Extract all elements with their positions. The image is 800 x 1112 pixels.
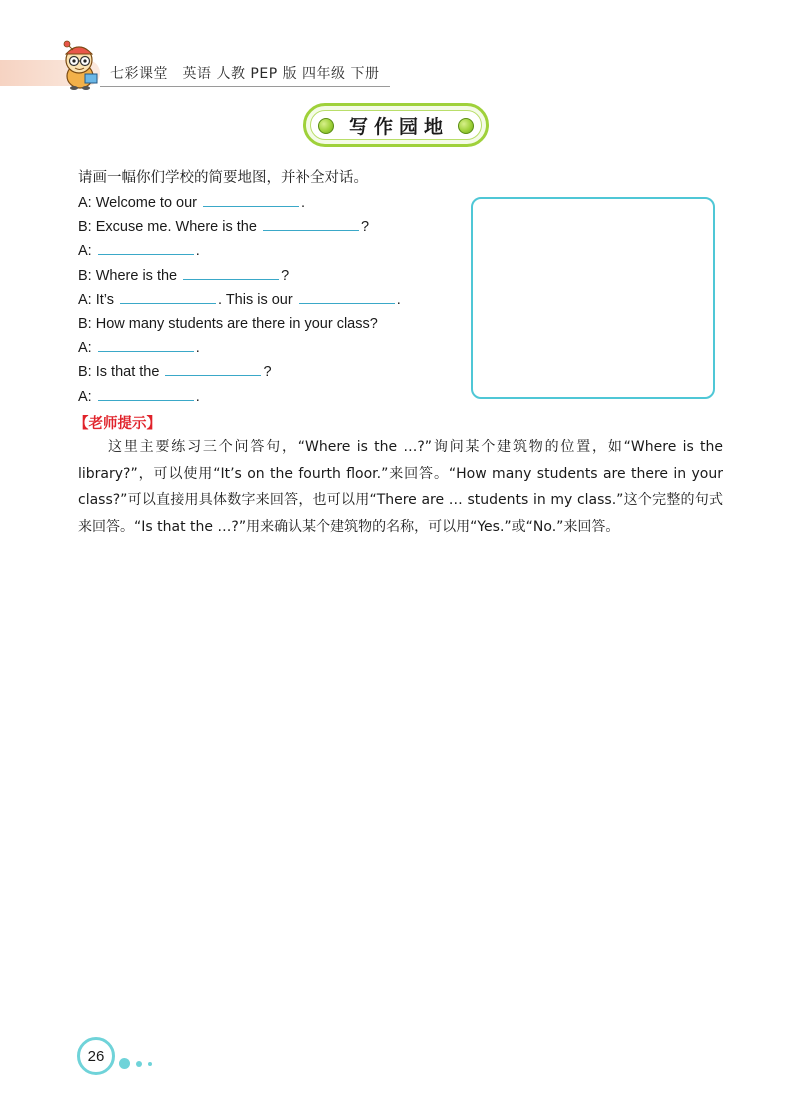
dialogue-line — [78, 265, 458, 289]
answer-blank[interactable] — [263, 216, 359, 231]
dialogue-text: . — [195, 340, 200, 357]
green-dot-icon — [458, 118, 474, 134]
teacher-tip-text: 这里主要练习三个问答句，“Where is the …?”询问某个建筑物的位置，如“Where is the library?”，可以使用“It’s on the fourth floor.”来回答。“How many students are there in your class?”可以直接用具体数字来回答，也可以用“There are … students in my class.”这个完整的句式来回答。“Is that the …?”用来确认某个建筑物的名称，可以用“Yes.”或“No.”来回答。 — [78, 439, 723, 535]
dialogue-text: B: Is that the — [78, 364, 164, 381]
answer-blank[interactable] — [120, 289, 216, 304]
dialogue-line — [78, 240, 458, 264]
answer-blank[interactable] — [98, 337, 194, 352]
dialogue-text: B: Where is the — [78, 267, 182, 284]
answer-blank[interactable] — [165, 361, 261, 376]
dialogue-text: . — [195, 388, 200, 405]
dialogue-line — [78, 361, 458, 385]
section-banner — [303, 103, 489, 147]
dialogue-text: B: Excuse me. Where is the — [78, 219, 261, 236]
dialogue-text: . This is our — [218, 291, 297, 308]
answer-blank[interactable] — [299, 289, 395, 304]
dialogue-text: A: — [78, 388, 96, 405]
dialogue-line — [78, 216, 458, 240]
header-divider — [100, 86, 390, 87]
dialogue-text: B: How many students are there in your class? — [78, 315, 378, 332]
dialogue-text: A: Welcome to our — [78, 195, 202, 211]
map-drawing-box[interactable] — [471, 197, 715, 399]
section-title: 写作园地 — [348, 115, 449, 138]
dialogue-text: A: — [78, 340, 96, 357]
teacher-tip-label: 【老师提示】 — [74, 416, 161, 432]
footer-dot-icon — [119, 1058, 130, 1069]
dialogue-line — [78, 386, 458, 410]
answer-blank[interactable] — [203, 192, 299, 207]
dialogue-text: . — [396, 291, 401, 308]
footer-dot-icon — [136, 1061, 142, 1067]
mascot-icon — [55, 36, 105, 92]
dialogue-text: ? — [263, 364, 272, 381]
page-number: 26 — [77, 1037, 115, 1075]
dialogue-line — [78, 289, 458, 313]
answer-blank[interactable] — [98, 386, 194, 401]
dialogue-list — [78, 192, 458, 410]
answer-blank[interactable] — [183, 265, 279, 280]
dialogue-text: . — [301, 195, 306, 211]
header-title: 七彩课堂 英语 人教 PEP 版 四年级 下册 — [110, 66, 380, 82]
dialogue-text: ? — [281, 267, 290, 284]
green-dot-icon — [318, 118, 334, 134]
instruction-text: 请画一幅你们学校的简要地图，并补全对话。 — [78, 170, 368, 186]
footer-dot-icon — [148, 1062, 152, 1066]
dialogue-line — [78, 192, 458, 216]
dialogue-text: A: It’s — [78, 291, 119, 308]
dialogue-text: A: — [78, 243, 96, 260]
dialogue-text: ? — [360, 219, 370, 236]
dialogue-text: . — [195, 243, 200, 260]
dialogue-line — [78, 337, 458, 361]
answer-blank[interactable] — [98, 240, 194, 255]
dialogue-line — [78, 313, 458, 337]
